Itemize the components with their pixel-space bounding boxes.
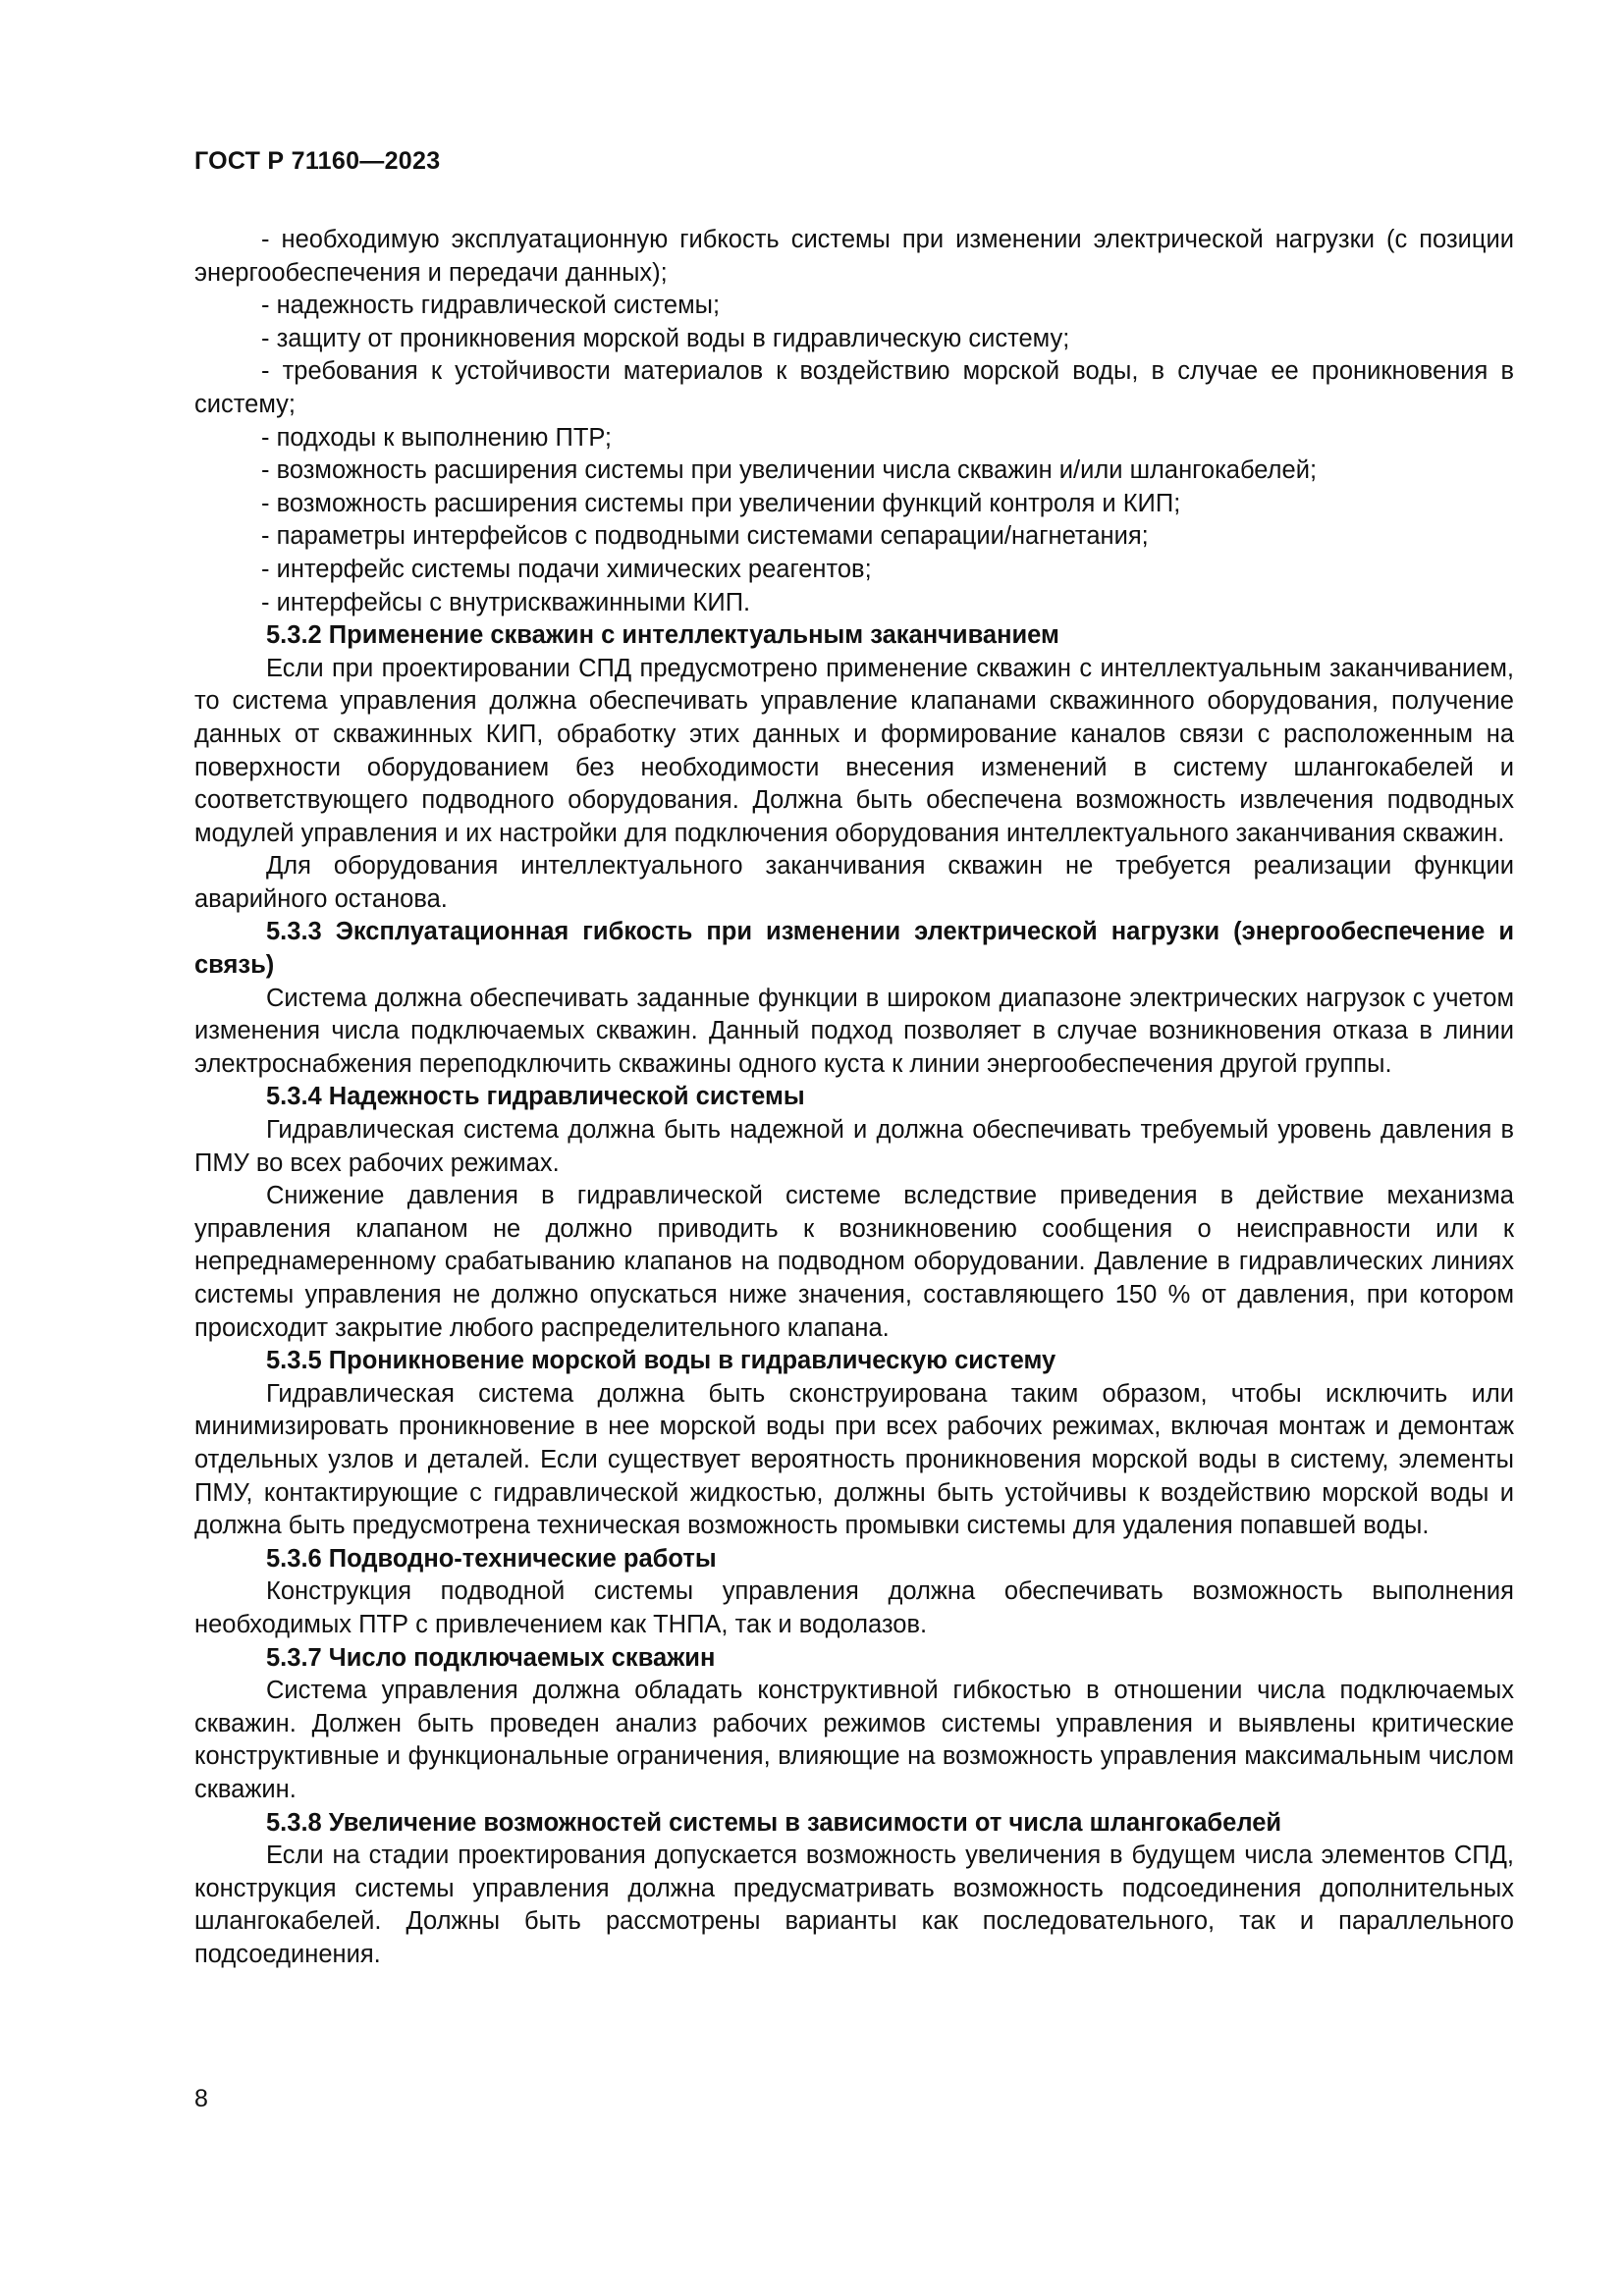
document-header: ГОСТ Р 71160—2023: [194, 147, 441, 175]
paragraph: Для оборудования интеллектуального заканчивания скважин не требуется реализации функции аварийного останова.: [194, 852, 1514, 913]
section-heading-5-3-7: 5.3.7 Число подключаемых скважин: [266, 1643, 716, 1672]
section-heading-5-3-4: 5.3.4 Надежность гидравлической системы: [266, 1083, 805, 1111]
list-item: - возможность расширения системы при увеличении числа скважин и/или шлангокабелей;: [261, 456, 1318, 485]
list-item: - защиту от проникновения морской воды в гидравлическую систему;: [261, 324, 1070, 352]
page-number: 8: [194, 2085, 208, 2112]
list-item: - параметры интерфейсов с подводными системами сепарации/нагнетания;: [261, 522, 1149, 551]
section-heading-5-3-8: 5.3.8 Увеличение возможностей системы в зависимости от числа шлангокабелей: [266, 1808, 1282, 1837]
list-item: - интерфейс системы подачи химических реагентов;: [261, 555, 872, 583]
list-item: - интерфейсы с внутрискважинными КИП.: [261, 588, 751, 616]
paragraph: Система должна обеспечивать заданные функции в широком диапазоне электрических нагрузок с учетом изменения числа подключаемых скважин. Данный подход позволяет в случае возникновения отказа в линии электроснабжения переподключить скважины одного куста к линии энергообеспечения другой группы.: [194, 984, 1514, 1078]
list-item: - подходы к выполнению ПТР;: [261, 423, 612, 452]
list-item: - требования к устойчивости материалов к воздействию морской воды, в случае ее проникновения в систему;: [194, 357, 1514, 418]
paragraph: Гидравлическая система должна быть сконструирована таким образом, чтобы исключить или минимизировать проникновение в нее морской воды при всех рабочих режимах, включая монтаж и демонтаж отдельных узлов и деталей. Если существует вероятность проникновения морской воды в систему, элементы ПМУ, контактирующие с гидравлической жидкостью, должны быть устойчивы к воздействию морской воды и должна быть предусмотрена техническая возможность промывки системы для удаления попавшей воды.: [194, 1379, 1514, 1540]
paragraph: Снижение давления в гидравлической системе вследствие приведения в действие механизма управления клапаном не должно приводить к возникновению сообщения о неисправности или к непреднамеренному срабатыванию клапанов на подводном оборудовании. Давление в гидравлических линиях системы управления не должно опускаться ниже значения, составляющего 150 % от давления, при котором происходит закрытие любого распределительного клапана.: [194, 1182, 1514, 1342]
paragraph: Если на стадии проектирования допускается возможность увеличения в будущем числа элементов СПД, конструкция системы управления должна предусматривать возможность подсоединения дополнительных шлангокабелей. Должны быть рассмотрены варианты как последовательного, так и параллельного подсоединения.: [194, 1842, 1514, 1968]
section-heading-5-3-5: 5.3.5 Проникновение морской воды в гидравлическую систему: [266, 1347, 1056, 1375]
paragraph: Система управления должна обладать конструктивной гибкостью в отношении числа подключаемых скважин. Должен быть проведен анализ рабочих режимов системы управления и выявлены критические конструктивные и функциональные ограничения, влияющие на возможность управления максимальным числом скважин.: [194, 1677, 1514, 1803]
paragraph: Конструкция подводной системы управления должна обеспечивать возможность выполнения необходимых ПТР с привлечением как ТНПА, так и водолазов.: [194, 1577, 1514, 1638]
paragraph: Гидравлическая система должна быть надежной и должна обеспечивать требуемый уровень давления в ПМУ во всех рабочих режимах.: [194, 1116, 1514, 1177]
list-item: - надежность гидравлической системы;: [261, 292, 721, 320]
list-item: - возможность расширения системы при увеличении функций контроля и КИП;: [261, 489, 1181, 517]
paragraph: Если при проектировании СПД предусмотрено применение скважин с интеллектуальным заканчиванием, то система управления должна обеспечивать управление клапанами скважинного оборудования, получение данных от скважинных КИП, обработку этих данных и формирование каналов связи с расположенным на поверхности оборудованием без необходимости внесения изменений в систему шлангокабелей и соответствующего подводного оборудования. Должна быть обеспечена возможность извлечения подводных модулей управления и их настройки для подключения оборудования интеллектуального заканчивания скважин.: [194, 654, 1514, 847]
section-heading-5-3-2: 5.3.2 Применение скважин с интеллектуальным заканчиванием: [266, 621, 1059, 650]
section-heading-5-3-6: 5.3.6 Подводно-технические работы: [266, 1544, 717, 1573]
list-item: - необходимую эксплуатационную гибкость системы при изменении электрической нагрузки (с позиции энергообеспечения и передачи данных);: [194, 226, 1514, 287]
section-heading-5-3-3: 5.3.3 Эксплуатационная гибкость при изменении электрической нагрузки (энергообеспечение и связь): [194, 918, 1514, 980]
document-body: [194, 224, 1514, 1971]
